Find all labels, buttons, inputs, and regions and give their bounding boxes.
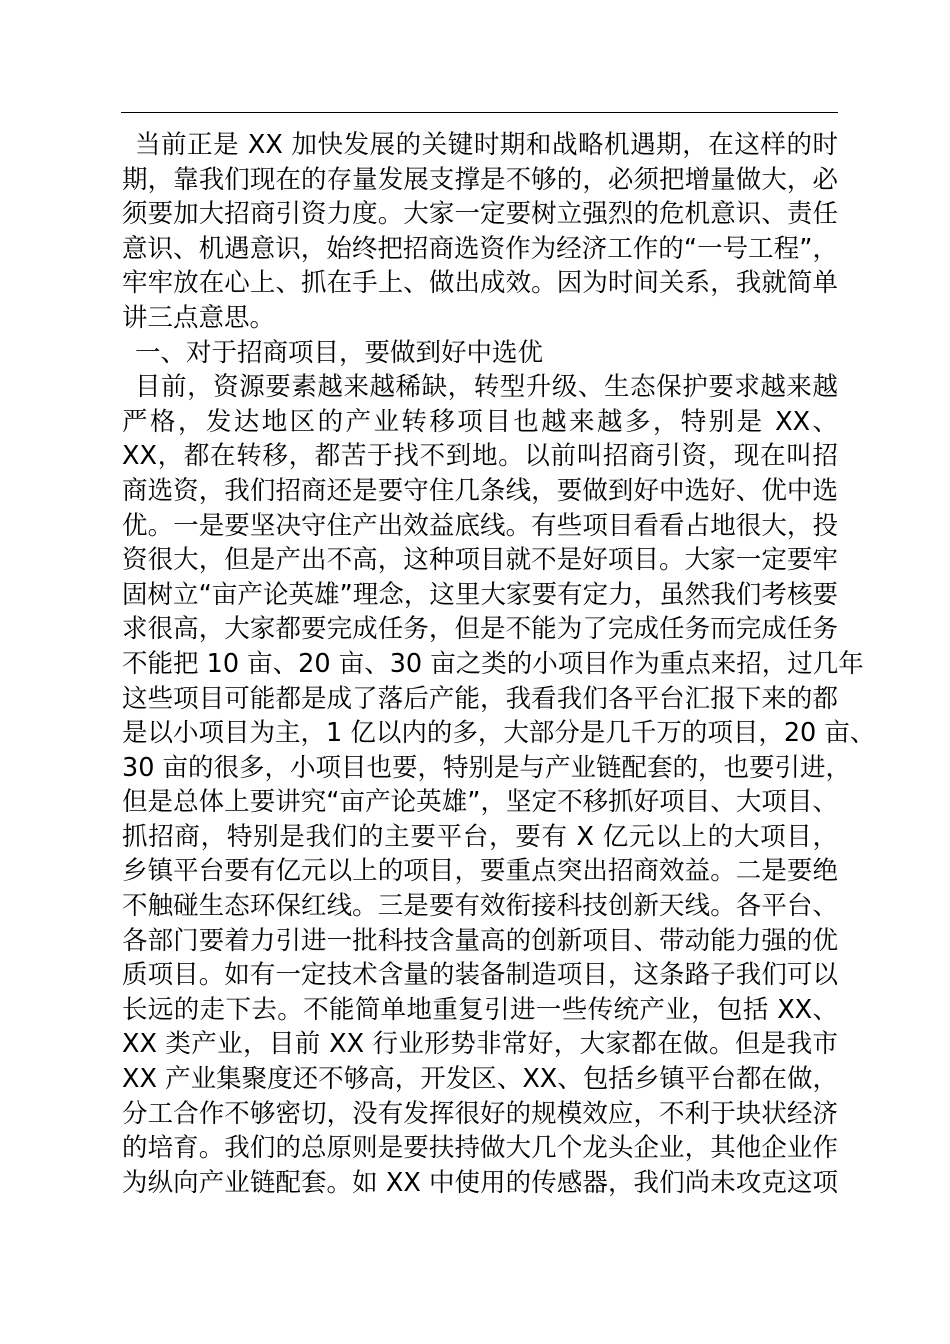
section-heading: 一、对于招商项目，要做到好中选优	[135, 337, 544, 368]
text-line: 这些项目可能都是成了落后产能，我看我们各平台汇报下来的都	[122, 683, 838, 714]
text-line: 的培育。我们的总原则是要扶持做大几个龙头企业，其他企业作	[122, 1133, 838, 1164]
text-line: 为纵向产业链配套。如 XX 中使用的传感器，我们尚未攻克这项	[122, 1167, 838, 1198]
text-line: 优。一是要坚决守住产出效益底线。有些项目看看占地很大，投	[122, 510, 838, 541]
text-line: 各部门要着力引进一批科技含量高的创新项目、带动能力强的优	[122, 925, 838, 956]
text-line: XX，都在转移，都苦于找不到地。以前叫招商引资，现在叫招	[122, 441, 838, 472]
text-line: 长远的走下去。不能简单地重复引进一些传统产业，包括 XX、	[122, 994, 838, 1025]
text-line: 是以小项目为主，1 亿以内的多，大部分是几千万的项目，20 亩、	[122, 718, 876, 749]
text-line: 期，靠我们现在的存量发展支撑是不够的，必须把增量做大，必	[122, 164, 838, 195]
text-line: 资很大，但是产出不高，这种项目就不是好项目。大家一定要牢	[122, 545, 838, 576]
header-rule	[121, 112, 838, 113]
text-line: 商选资，我们招商还是要守住几条线，要做到好中选好、优中选	[122, 475, 838, 506]
text-line: 讲三点意思。	[122, 302, 276, 333]
text-line: 须要加大招商引资力度。大家一定要树立强烈的危机意识、责任	[122, 199, 838, 230]
text-line: XX 类产业，目前 XX 行业形势非常好，大家都在做。但是我市	[122, 1029, 838, 1060]
body-text	[122, 128, 876, 1200]
text-line: 但是总体上要讲究“亩产论英雄”，坚定不移抓好项目、大项目、	[122, 787, 838, 818]
text-line: 抓招商，特别是我们的主要平台，要有 X 亿元以上的大项目，	[122, 821, 838, 852]
text-line: 牢牢放在心上、抓在手上、做出成效。因为时间关系，我就简单	[122, 268, 838, 299]
text-line: 30 亩的很多，小项目也要，特别是与产业链配套的，也要引进，	[122, 752, 852, 783]
text-line: 严格，发达地区的产业转移项目也越来越多，特别是 XX、	[122, 406, 838, 437]
text-line: 质项目。如有一定技术含量的装备制造项目，这条路子我们可以	[122, 960, 838, 991]
text-line: 固树立“亩产论英雄”理念，这里大家要有定力，虽然我们考核要	[122, 579, 838, 610]
text-line: 分工合作不够密切，没有发挥很好的规模效应，不利于块状经济	[122, 1098, 838, 1129]
text-line: 当前正是 XX 加快发展的关键时期和战略机遇期，在这样的时	[135, 130, 838, 160]
text-line: XX 产业集聚度还不够高，开发区、XX、包括乡镇平台都在做，	[122, 1064, 838, 1095]
text-line: 乡镇平台要有亿元以上的项目，要重点突出招商效益。二是要绝	[122, 856, 838, 887]
text-line: 不能把 10 亩、20 亩、30 亩之类的小项目作为重点来招，过几年	[122, 648, 864, 679]
text-line: 意识、机遇意识，始终把招商选资作为经济工作的“一号工程”，	[122, 233, 838, 264]
text-line: 目前，资源要素越来越稀缺，转型升级、生态保护要求越来越	[135, 372, 838, 403]
text-line: 求很高，大家都要完成任务，但是不能为了完成任务而完成任务	[122, 614, 838, 645]
text-line: 不触碰生态环保红线。三是要有效衔接科技创新天线。各平台、	[122, 891, 838, 922]
